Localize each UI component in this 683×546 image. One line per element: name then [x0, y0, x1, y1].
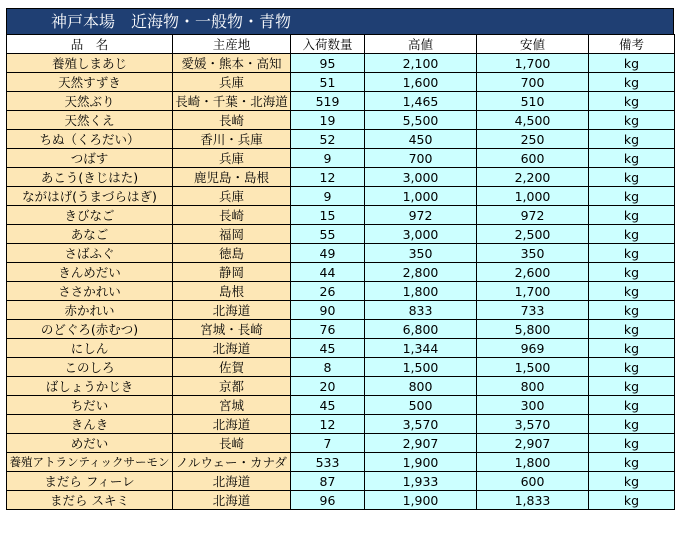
low-price-cell: 300	[477, 396, 589, 415]
table-row	[7, 282, 675, 301]
origin-cell: 佐賀	[173, 358, 291, 377]
quantity-cell: 95	[291, 54, 365, 73]
high-price-cell: 1,000	[365, 187, 477, 206]
origin-cell: 北海道	[173, 415, 291, 434]
unit-cell: kg	[589, 320, 675, 339]
fish-name-cell: 養殖しまあじ	[7, 54, 173, 73]
fish-name-cell: ばしょうかじき	[7, 377, 173, 396]
header-origin: 主産地	[173, 35, 291, 54]
table-row	[7, 263, 675, 282]
unit-cell: kg	[589, 206, 675, 225]
low-price-cell: 1,700	[477, 282, 589, 301]
fish-name-cell: あなご	[7, 225, 173, 244]
table-row	[7, 339, 675, 358]
low-price-cell: 733	[477, 301, 589, 320]
low-price-cell: 2,600	[477, 263, 589, 282]
fish-name-cell: 養殖アトランティックサーモン	[7, 453, 173, 472]
low-price-cell: 350	[477, 244, 589, 263]
high-price-cell: 1,800	[365, 282, 477, 301]
high-price-cell: 3,000	[365, 225, 477, 244]
quantity-cell: 26	[291, 282, 365, 301]
fish-name-cell: ささかれい	[7, 282, 173, 301]
unit-cell: kg	[589, 187, 675, 206]
origin-cell: 北海道	[173, 491, 291, 510]
table-row	[7, 434, 675, 453]
origin-cell: 静岡	[173, 263, 291, 282]
unit-cell: kg	[589, 263, 675, 282]
low-price-cell: 800	[477, 377, 589, 396]
fish-name-cell: きんめだい	[7, 263, 173, 282]
high-price-cell: 833	[365, 301, 477, 320]
unit-cell: kg	[589, 301, 675, 320]
low-price-cell: 1,800	[477, 453, 589, 472]
quantity-cell: 12	[291, 415, 365, 434]
table-row	[7, 92, 675, 111]
fish-name-cell: ながはげ(うまづらはぎ)	[7, 187, 173, 206]
table-row	[7, 415, 675, 434]
fish-name-cell: あこう(きじはた)	[7, 168, 173, 187]
origin-cell: 徳島	[173, 244, 291, 263]
origin-cell: ノルウェー・カナダ	[173, 453, 291, 472]
table-row	[7, 149, 675, 168]
quantity-cell: 519	[291, 92, 365, 111]
high-price-cell: 5,500	[365, 111, 477, 130]
header-row	[7, 35, 675, 54]
low-price-cell: 250	[477, 130, 589, 149]
table-row	[7, 187, 675, 206]
header-name: 品 名	[7, 35, 173, 54]
table-row	[7, 377, 675, 396]
fish-name-cell: 天然ぶり	[7, 92, 173, 111]
origin-cell: 兵庫	[173, 149, 291, 168]
table-row	[7, 54, 675, 73]
quantity-cell: 55	[291, 225, 365, 244]
quantity-cell: 76	[291, 320, 365, 339]
high-price-cell: 972	[365, 206, 477, 225]
fish-name-cell: まだら スキミ	[7, 491, 173, 510]
origin-cell: 長崎・千葉・北海道	[173, 92, 291, 111]
table-row	[7, 111, 675, 130]
high-price-cell: 500	[365, 396, 477, 415]
origin-cell: 兵庫	[173, 73, 291, 92]
unit-cell: kg	[589, 225, 675, 244]
low-price-cell: 1,833	[477, 491, 589, 510]
unit-cell: kg	[589, 54, 675, 73]
table-row	[7, 73, 675, 92]
fish-name-cell: 天然すずき	[7, 73, 173, 92]
low-price-cell: 969	[477, 339, 589, 358]
low-price-cell: 4,500	[477, 111, 589, 130]
origin-cell: 京都	[173, 377, 291, 396]
low-price-cell: 600	[477, 149, 589, 168]
fish-name-cell: このしろ	[7, 358, 173, 377]
table-row	[7, 130, 675, 149]
low-price-cell: 1,000	[477, 187, 589, 206]
fish-name-cell: まだら フィーレ	[7, 472, 173, 491]
origin-cell: 福岡	[173, 225, 291, 244]
origin-cell: 北海道	[173, 472, 291, 491]
unit-cell: kg	[589, 73, 675, 92]
quantity-cell: 9	[291, 149, 365, 168]
unit-cell: kg	[589, 453, 675, 472]
table-row	[7, 244, 675, 263]
origin-cell: 愛媛・熊本・高知	[173, 54, 291, 73]
unit-cell: kg	[589, 244, 675, 263]
unit-cell: kg	[589, 415, 675, 434]
unit-cell: kg	[589, 111, 675, 130]
high-price-cell: 3,570	[365, 415, 477, 434]
unit-cell: kg	[589, 168, 675, 187]
unit-cell: kg	[589, 92, 675, 111]
unit-cell: kg	[589, 377, 675, 396]
low-price-cell: 5,800	[477, 320, 589, 339]
table-row	[7, 491, 675, 510]
fish-name-cell: さばふぐ	[7, 244, 173, 263]
fish-name-cell: きんき	[7, 415, 173, 434]
unit-cell: kg	[589, 434, 675, 453]
high-price-cell: 1,933	[365, 472, 477, 491]
fish-name-cell: つばす	[7, 149, 173, 168]
origin-cell: 北海道	[173, 339, 291, 358]
quantity-cell: 20	[291, 377, 365, 396]
low-price-cell: 510	[477, 92, 589, 111]
quantity-cell: 533	[291, 453, 365, 472]
price-table	[6, 34, 675, 510]
high-price-cell: 1,344	[365, 339, 477, 358]
unit-cell: kg	[589, 282, 675, 301]
table-row	[7, 206, 675, 225]
unit-cell: kg	[589, 149, 675, 168]
unit-cell: kg	[589, 472, 675, 491]
quantity-cell: 90	[291, 301, 365, 320]
high-price-cell: 800	[365, 377, 477, 396]
high-price-cell: 1,900	[365, 491, 477, 510]
low-price-cell: 3,570	[477, 415, 589, 434]
fish-name-cell: きびなご	[7, 206, 173, 225]
low-price-cell: 2,500	[477, 225, 589, 244]
high-price-cell: 1,600	[365, 73, 477, 92]
price-sheet	[6, 8, 674, 510]
origin-cell: 鹿児島・島根	[173, 168, 291, 187]
table-row	[7, 453, 675, 472]
high-price-cell: 700	[365, 149, 477, 168]
fish-name-cell: にしん	[7, 339, 173, 358]
quantity-cell: 19	[291, 111, 365, 130]
quantity-cell: 45	[291, 396, 365, 415]
table-row	[7, 225, 675, 244]
fish-name-cell: めだい	[7, 434, 173, 453]
high-price-cell: 3,000	[365, 168, 477, 187]
quantity-cell: 15	[291, 206, 365, 225]
unit-cell: kg	[589, 130, 675, 149]
low-price-cell: 972	[477, 206, 589, 225]
quantity-cell: 45	[291, 339, 365, 358]
origin-cell: 宮城・長崎	[173, 320, 291, 339]
header-quantity: 入荷数量	[291, 35, 365, 54]
origin-cell: 長崎	[173, 206, 291, 225]
sheet-title: 神戸本場 近海物・一般物・青物	[6, 8, 674, 34]
quantity-cell: 8	[291, 358, 365, 377]
table-row	[7, 320, 675, 339]
low-price-cell: 1,500	[477, 358, 589, 377]
origin-cell: 宮城	[173, 396, 291, 415]
high-price-cell: 6,800	[365, 320, 477, 339]
origin-cell: 長崎	[173, 111, 291, 130]
high-price-cell: 2,100	[365, 54, 477, 73]
unit-cell: kg	[589, 396, 675, 415]
unit-cell: kg	[589, 339, 675, 358]
low-price-cell: 700	[477, 73, 589, 92]
quantity-cell: 12	[291, 168, 365, 187]
header-remarks: 備考	[589, 35, 675, 54]
origin-cell: 兵庫	[173, 187, 291, 206]
table-row	[7, 472, 675, 491]
quantity-cell: 51	[291, 73, 365, 92]
origin-cell: 北海道	[173, 301, 291, 320]
table-row	[7, 168, 675, 187]
origin-cell: 長崎	[173, 434, 291, 453]
high-price-cell: 350	[365, 244, 477, 263]
table-row	[7, 396, 675, 415]
low-price-cell: 2,907	[477, 434, 589, 453]
header-high-price: 高値	[365, 35, 477, 54]
high-price-cell: 450	[365, 130, 477, 149]
fish-name-cell: 天然くえ	[7, 111, 173, 130]
low-price-cell: 600	[477, 472, 589, 491]
quantity-cell: 9	[291, 187, 365, 206]
table-row	[7, 301, 675, 320]
quantity-cell: 87	[291, 472, 365, 491]
fish-name-cell: ちぬ（くろだい）	[7, 130, 173, 149]
high-price-cell: 1,500	[365, 358, 477, 377]
table-row	[7, 358, 675, 377]
origin-cell: 香川・兵庫	[173, 130, 291, 149]
high-price-cell: 1,900	[365, 453, 477, 472]
unit-cell: kg	[589, 491, 675, 510]
header-low-price: 安値	[477, 35, 589, 54]
quantity-cell: 96	[291, 491, 365, 510]
low-price-cell: 2,200	[477, 168, 589, 187]
origin-cell: 島根	[173, 282, 291, 301]
quantity-cell: 44	[291, 263, 365, 282]
high-price-cell: 2,907	[365, 434, 477, 453]
quantity-cell: 52	[291, 130, 365, 149]
high-price-cell: 1,465	[365, 92, 477, 111]
fish-name-cell: ちだい	[7, 396, 173, 415]
fish-name-cell: 赤かれい	[7, 301, 173, 320]
quantity-cell: 49	[291, 244, 365, 263]
quantity-cell: 7	[291, 434, 365, 453]
fish-name-cell: のどぐろ(赤むつ)	[7, 320, 173, 339]
high-price-cell: 2,800	[365, 263, 477, 282]
unit-cell: kg	[589, 358, 675, 377]
low-price-cell: 1,700	[477, 54, 589, 73]
